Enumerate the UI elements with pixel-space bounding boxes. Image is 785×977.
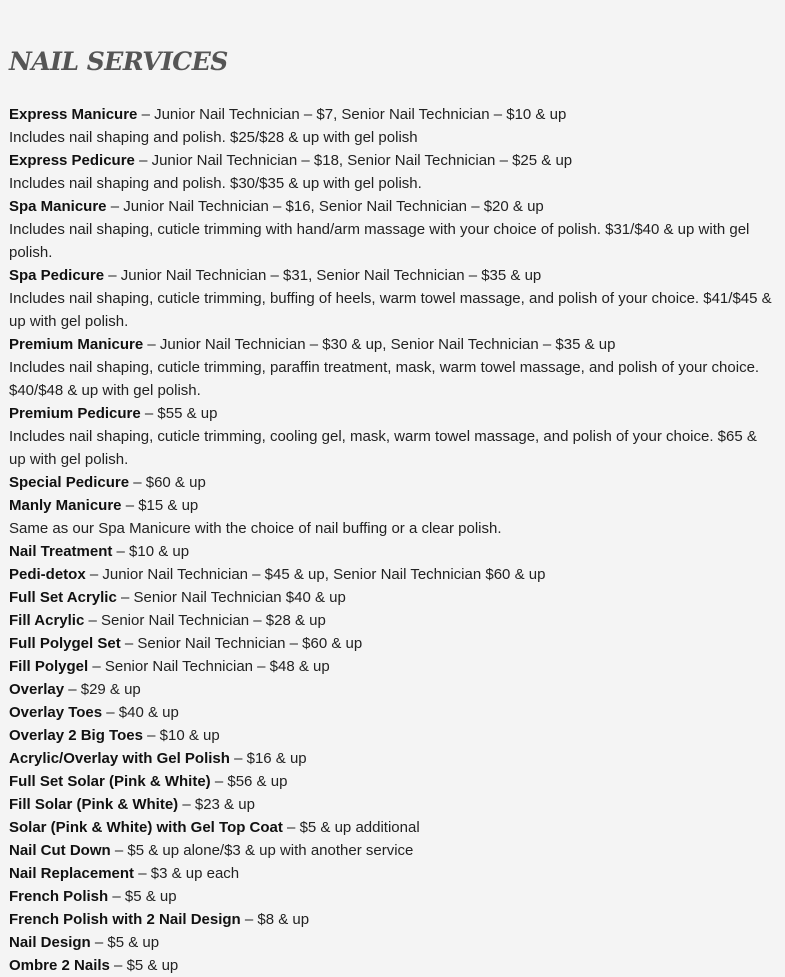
service-price: – $60 & up bbox=[129, 474, 206, 491]
service-description: Includes nail shaping and polish. $30/$35 & up with gel polish. bbox=[9, 175, 422, 192]
service-name: Full Set Acrylic bbox=[9, 589, 117, 606]
service-price: – $55 & up bbox=[140, 405, 218, 422]
service-name: Fill Solar (Pink & White) bbox=[9, 796, 179, 813]
service-name: Manly Manicure bbox=[9, 497, 122, 514]
service-name: Full Set Solar (Pink & White) bbox=[9, 773, 211, 790]
service-name: Nail Treatment bbox=[9, 543, 113, 560]
service-item bbox=[9, 931, 777, 954]
service-name: French Polish bbox=[9, 888, 109, 905]
service-price: – $40 & up bbox=[102, 704, 179, 721]
service-name: Fill Acrylic bbox=[9, 612, 85, 629]
service-price: – $56 & up bbox=[210, 773, 288, 790]
service-item bbox=[9, 264, 777, 287]
service-price: – $8 & up bbox=[240, 911, 310, 928]
service-price: – $5 & up bbox=[108, 888, 177, 905]
service-price: – $15 & up bbox=[121, 497, 199, 514]
service-name: Spa Manicure bbox=[9, 198, 107, 215]
service-price: – $10 & up bbox=[142, 727, 220, 744]
service-item bbox=[9, 471, 777, 494]
service-price: – Senior Nail Technician – $48 & up bbox=[88, 658, 330, 675]
service-item bbox=[9, 885, 777, 908]
service-price: – $29 & up bbox=[64, 681, 141, 698]
service-item bbox=[9, 816, 777, 839]
service-name: Overlay bbox=[9, 681, 65, 698]
service-name: Premium Pedicure bbox=[9, 405, 141, 422]
service-price: – $16 & up bbox=[229, 750, 307, 767]
service-item bbox=[9, 678, 777, 701]
service-price: – $5 & up alone/$3 & up with another service bbox=[110, 842, 414, 859]
service-item bbox=[9, 908, 777, 931]
service-price: – Junior Nail Technician – $18, Senior Nail Technician – $25 & up bbox=[134, 152, 573, 169]
service-item bbox=[9, 632, 777, 655]
service-description: Includes nail shaping, cuticle trimming, buffing of heels, warm towel massage, and polish of your choice. $41/$45 & up with gel polish. bbox=[9, 290, 772, 330]
service-item bbox=[9, 701, 777, 724]
service-item bbox=[9, 724, 777, 747]
service-description: Includes nail shaping, cuticle trimming, paraffin treatment, mask, warm towel massage, and polish of your choice. $40/$48 & up with gel polish. bbox=[9, 359, 760, 399]
service-item bbox=[9, 862, 777, 885]
services-list bbox=[9, 103, 777, 977]
service-price: – $3 & up each bbox=[134, 865, 240, 882]
service-name: Nail Replacement bbox=[9, 865, 135, 882]
service-name: Special Pedicure bbox=[9, 474, 130, 491]
service-item bbox=[9, 839, 777, 862]
service-description: Same as our Spa Manicure with the choice of nail buffing or a clear polish. bbox=[9, 520, 502, 537]
service-price: – $5 & up additional bbox=[282, 819, 420, 836]
service-price: – Senior Nail Technician $40 & up bbox=[116, 589, 346, 606]
service-name: Full Polygel Set bbox=[9, 635, 121, 652]
service-item bbox=[9, 103, 777, 126]
service-item bbox=[9, 540, 777, 563]
service-item bbox=[9, 747, 777, 770]
service-price: – $5 & up bbox=[109, 957, 179, 974]
service-price: – Junior Nail Technician – $30 & up, Senior Nail Technician – $35 & up bbox=[143, 336, 616, 353]
service-item bbox=[9, 655, 777, 678]
service-name: Premium Manicure bbox=[9, 336, 144, 353]
service-price: – $5 & up bbox=[90, 934, 160, 951]
service-item bbox=[9, 954, 777, 977]
service-name: Acrylic/Overlay with Gel Polish bbox=[9, 750, 230, 767]
service-item bbox=[9, 333, 777, 356]
service-name: Overlay Toes bbox=[9, 704, 103, 721]
service-name: Fill Polygel bbox=[9, 658, 89, 675]
service-item bbox=[9, 149, 777, 172]
service-item bbox=[9, 609, 777, 632]
service-price: – Junior Nail Technician – $31, Senior Nail Technician – $35 & up bbox=[104, 267, 542, 284]
service-description: Includes nail shaping, cuticle trimming with hand/arm massage with your choice of polish. $31/$40 & up with gel polish. bbox=[9, 221, 750, 261]
service-item bbox=[9, 793, 777, 816]
service-price: – Junior Nail Technician – $45 & up, Senior Nail Technician $60 & up bbox=[85, 566, 546, 583]
service-item bbox=[9, 770, 777, 793]
service-item bbox=[9, 402, 777, 425]
page-title: NAIL SERVICES bbox=[9, 47, 228, 76]
service-price: – Senior Nail Technician – $28 & up bbox=[84, 612, 326, 629]
service-name: Nail Cut Down bbox=[9, 842, 111, 859]
service-description: Includes nail shaping and polish. $25/$28 & up with gel polish bbox=[9, 129, 418, 146]
service-item bbox=[9, 494, 777, 517]
service-name: Ombre 2 Nails bbox=[9, 957, 110, 974]
service-name: Overlay 2 Big Toes bbox=[9, 727, 143, 744]
service-name: Express Manicure bbox=[9, 106, 138, 123]
service-name: Nail Design bbox=[9, 934, 91, 951]
service-name: Solar (Pink & White) with Gel Top Coat bbox=[9, 819, 283, 836]
service-price: – $10 & up bbox=[112, 543, 190, 560]
service-price: – Junior Nail Technician – $7, Senior Nail Technician – $10 & up bbox=[137, 106, 567, 123]
service-item bbox=[9, 586, 777, 609]
service-price: – Junior Nail Technician – $16, Senior Nail Technician – $20 & up bbox=[106, 198, 544, 215]
service-price: – Senior Nail Technician – $60 & up bbox=[120, 635, 363, 652]
service-price: – $23 & up bbox=[178, 796, 255, 813]
service-name: Express Pedicure bbox=[9, 152, 135, 169]
service-name: Pedi-detox bbox=[9, 566, 86, 583]
service-name: French Polish with 2 Nail Design bbox=[9, 911, 241, 928]
service-name: Spa Pedicure bbox=[9, 267, 105, 284]
service-item bbox=[9, 563, 777, 586]
service-item bbox=[9, 195, 777, 218]
service-description: Includes nail shaping, cuticle trimming, cooling gel, mask, warm towel massage, and polish of your choice. $65 & up with gel polish. bbox=[9, 428, 757, 468]
